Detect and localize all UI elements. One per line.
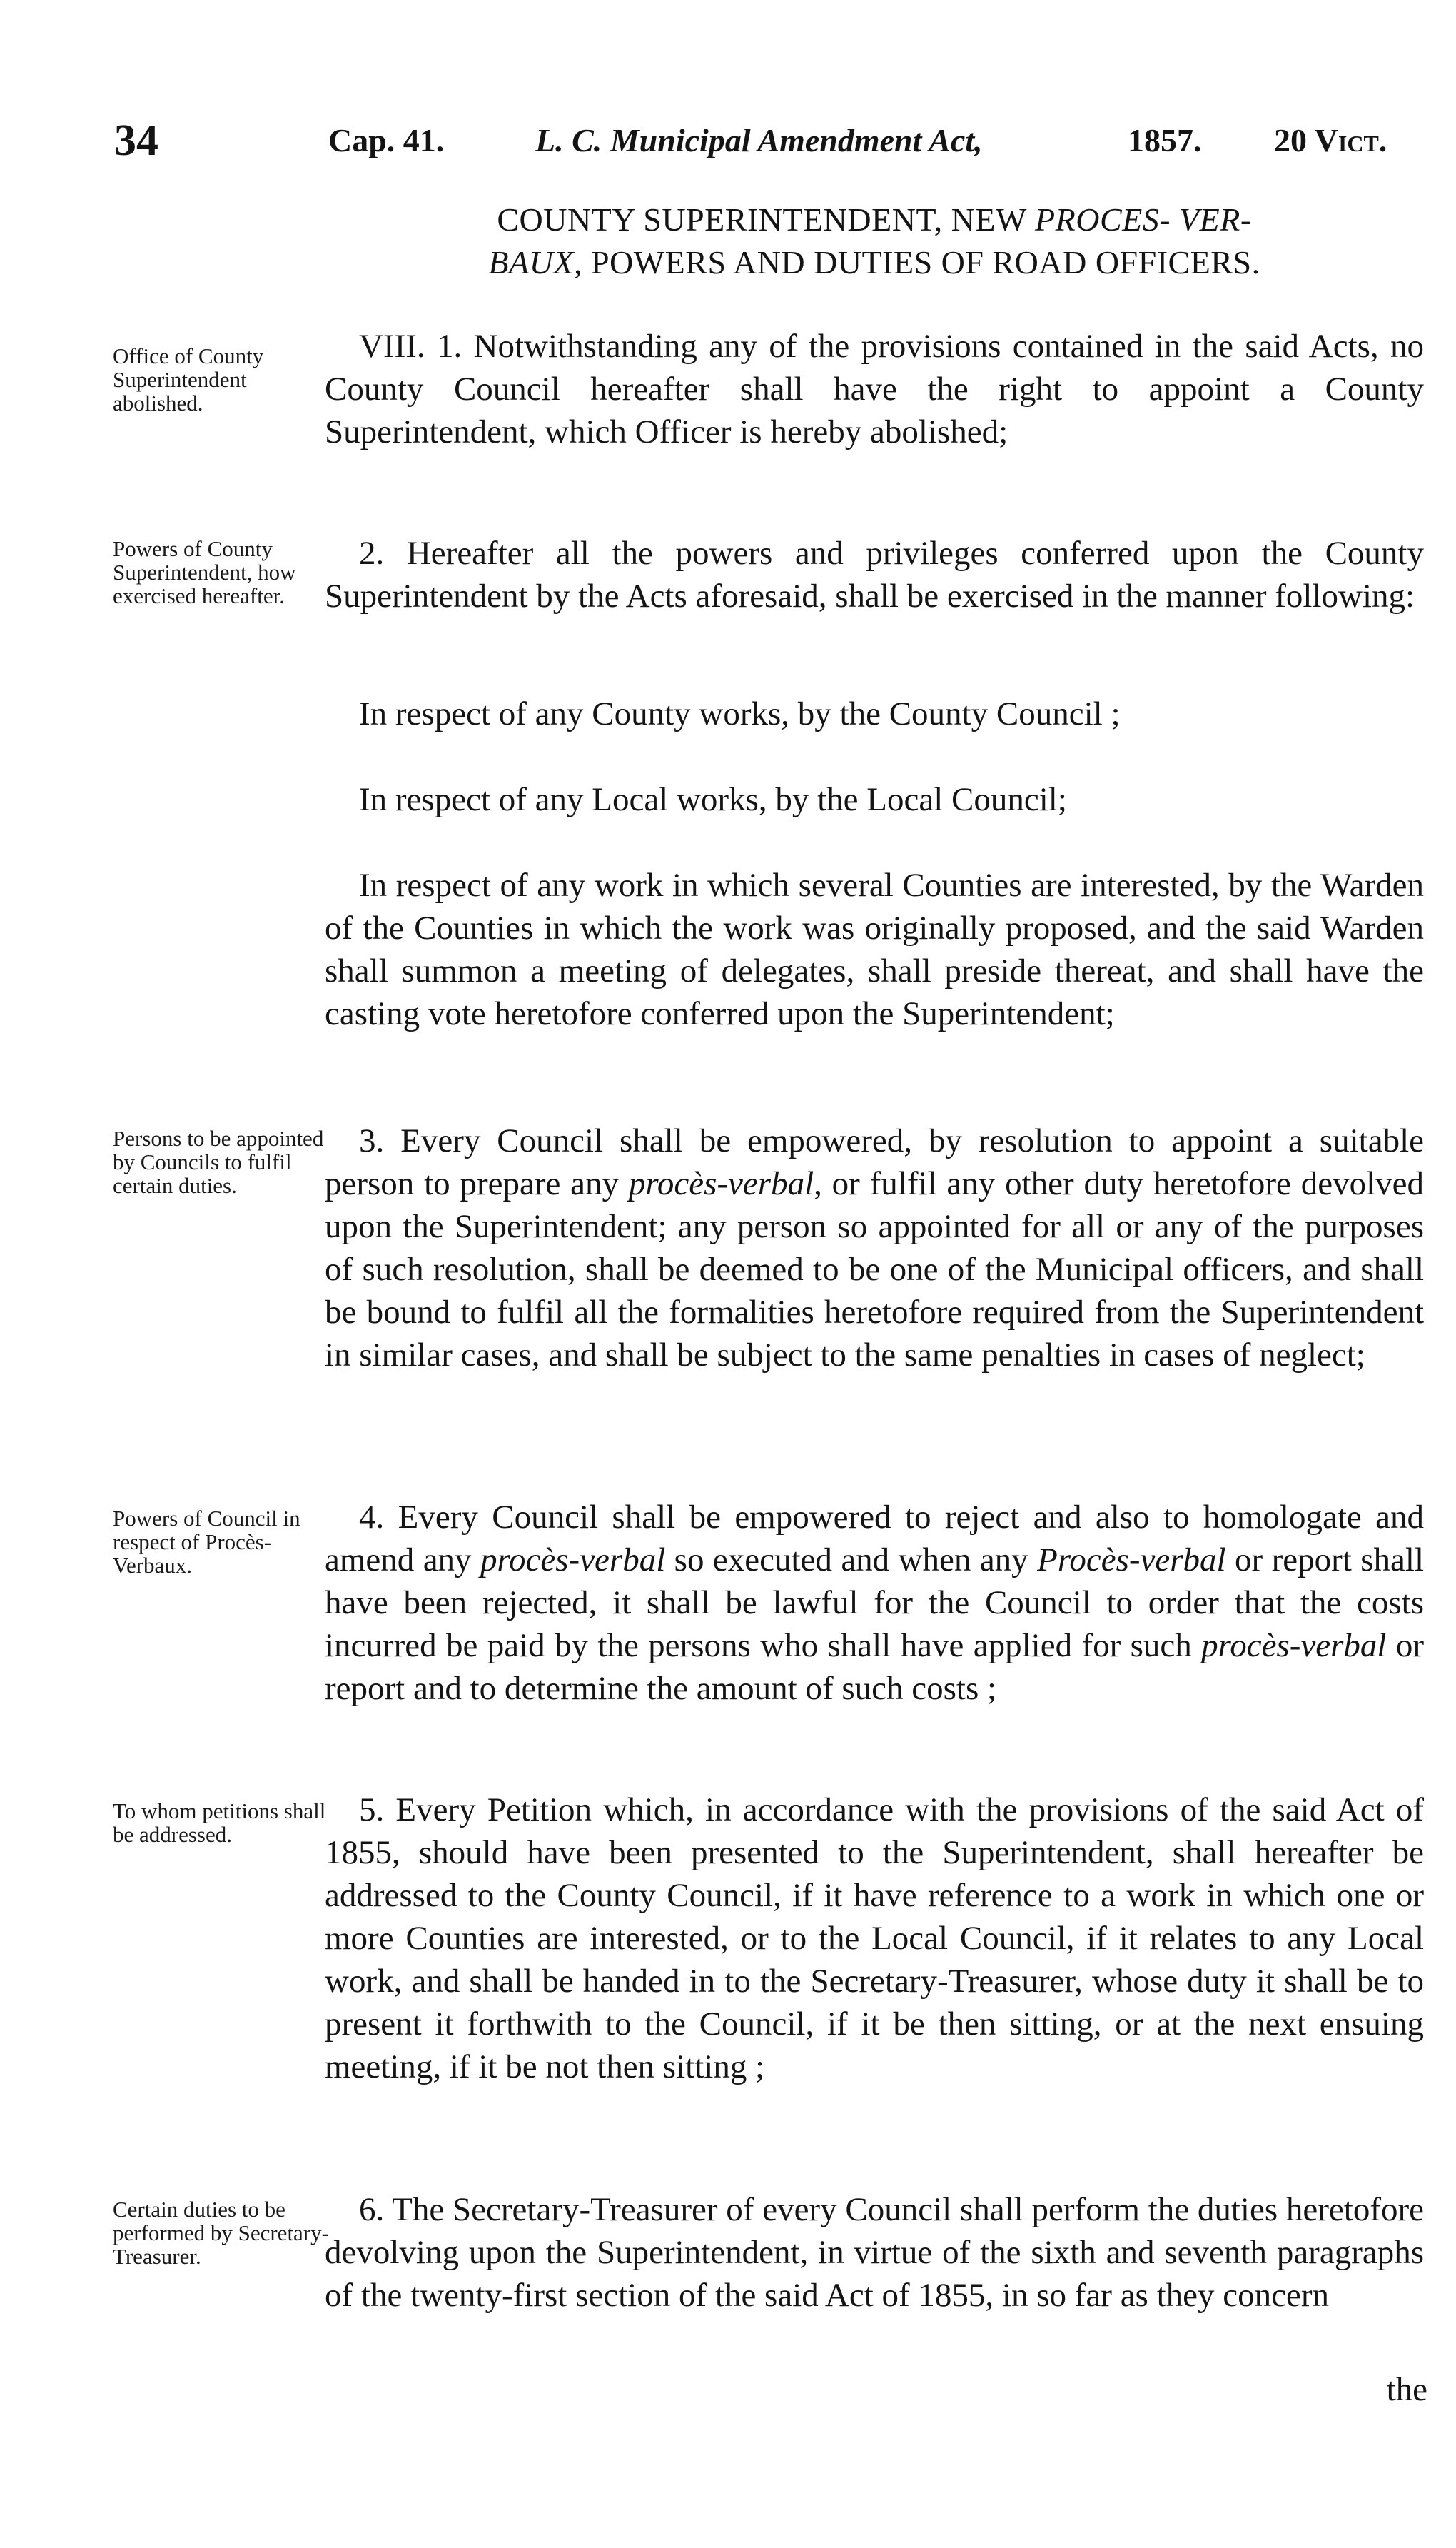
paragraph-2c [325,864,1424,1035]
paragraph-3 [325,1119,1424,1376]
paragraph-6 [325,2188,1424,2317]
heading-italic-part: PROCES- VER- [1035,201,1252,238]
running-header [114,116,1427,178]
text-run: or report and to determine the amount of such costs ; [325,1627,1424,1707]
marginal-note-5: To whom petitions shall be addressed. [113,1798,326,1847]
text-run: 3. Every Council shall be empowered, by resolution to appoint a suitable person to prepare any [325,1122,1424,1202]
heading-part: COUNTY SUPERINTENDENT, NEW [497,201,1027,238]
italic-term: Procès-verbal [1037,1541,1226,1578]
paragraph-text: In respect of any Local works, by the Local Council; [359,781,1067,818]
chapter-label: Cap. 41. [328,122,445,158]
catchword: the [1386,2371,1427,2408]
marginal-note-4: Powers of Council in respect of Procès-Verbaux. [113,1506,300,1578]
paragraph-text: 5. Every Petition which, in accordance with the provisions of the said Act of 1855, should have been presented to the Superintendent, shall hereafter be addressed to the County Council, if it have reference to a work in which one or more Counties are interested, or to the Local Council, if it relates to any Local work, and shall be handed in to the Secretary-Treasurer, whose duty it shall be to present it forthwith to the Council, if it be then sitting, or at the next ensuing meeting, if it be not then sitting ; [325,1791,1424,2085]
paragraph-2a [325,693,1424,735]
italic-term: procès-verbal [480,1541,666,1578]
paragraph-1 [325,325,1424,453]
paragraph-text: 2. Hereafter all the powers and privileges conferred upon the County Superintendent by the Acts aforesaid, shall be exercised in the manner following: [325,535,1424,615]
paragraph-text: In respect of any work in which several Counties are interested, by the Warden of the Counties in which the work was originally proposed, and the said Warden shall summon a meeting of delegates, shall preside thereat, and shall have the casting vote heretofore conferred upon the Superintendent; [325,867,1424,1032]
paragraph-text: In respect of any County works, by the County Council ; [359,695,1121,732]
act-year: 1857. [1128,122,1202,158]
paragraph-2b [325,778,1424,821]
act-title: L. C. Municipal Amendment Act, [535,122,983,158]
italic-term: procès-verbal [628,1165,814,1202]
heading-part: POWERS AND DUTIES OF ROAD OFFICERS. [590,244,1260,281]
text-run: , or fulfil any other duty heretofore devolved upon the Superintendent; any person so appointed for all or any of the purposes of such resolution, shall be deemed to be one of the Municipal officers, and shall be bound to fulfil all the formalities heretofore required from the Superintendent in similar cases, and shall be subject to the same penalties in cases of neglect; [325,1165,1425,1374]
paragraph-5 [325,1788,1424,2088]
paragraph-4 [325,1496,1424,1710]
italic-term: procès-verbal [1201,1627,1387,1664]
section-heading [325,198,1424,284]
marginal-note-2: Powers of County Superintendent, how exercised hereafter. [113,536,296,608]
text-run: or report shall have been rejected, it shall be lawful for the Council to order that the costs incurred be paid by the persons who shall have applied for such [325,1541,1425,1664]
page-number: 34 [114,116,158,165]
marginal-note-6: Certain duties to be performed by Secretary-Treasurer. [113,2197,329,2269]
regnal-year: 20 Vict. [1274,122,1387,158]
marginal-note-1: Office of County Superintendent abolished. [113,343,264,416]
paragraph-text: VIII. 1. Notwithstanding any of the provisions contained in the said Acts, no County Council hereafter shall have the right to appoint a County Superintendent, which Officer is hereby abolished; [325,328,1424,450]
heading-italic-part: BAUX, [488,244,582,281]
paragraph-2 [325,532,1424,618]
text-run: 4. Every Council shall be empowered to reject and also to homologate and amend any [325,1499,1424,1578]
text-run: so executed and when any [665,1541,1038,1578]
marginal-note-3: Persons to be appointed by Councils to fulfil certain duties. [113,1126,324,1198]
paragraph-text: 6. The Secretary-Treasurer of every Council shall perform the duties heretofore devolving upon the Superintendent, in virtue of the sixth and seventh paragraphs of the twenty-first section of the said Act of 1855, in so far as they concern [325,2191,1424,2314]
